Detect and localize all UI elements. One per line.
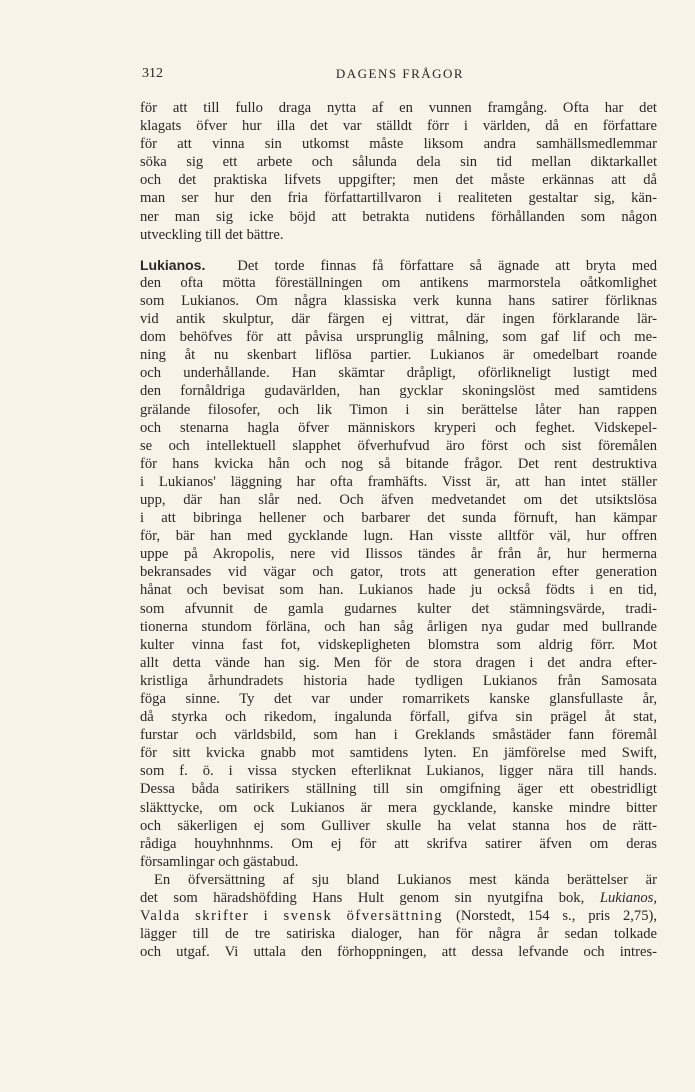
paragraph-translation bbox=[140, 871, 657, 961]
text-line: grälande filosofer, och lik Timon i sin berättelse låter han rappen bbox=[140, 401, 657, 418]
paragraph-lukianos bbox=[140, 256, 657, 871]
text-line: som afvunnit de gamla gudarnes kulter det stämningsvärde, tradi- bbox=[140, 600, 657, 617]
text-line: allt detta vände han sig. Men för de stora dragen i det andra efter- bbox=[140, 654, 657, 671]
text-line: utveckling till det bättre. bbox=[140, 226, 284, 243]
text-line: för hans kvicka hån och nog så bitande frågor. Det rent destruktiva bbox=[140, 455, 657, 472]
text-line: för sitt kvicka gnabb mot samtidens lyten. En jämförelse med Swift, bbox=[140, 745, 657, 762]
text-line: den ofta mötta föreställningen om antikens marmorstela oåtkomlighet bbox=[140, 274, 657, 291]
text-line: rådiga houyhnhnms. Om ej för att skrifva satirer äfven om deras bbox=[140, 835, 657, 852]
running-title: DAGENS FRÅGOR bbox=[335, 66, 465, 81]
text-line: och det praktiska lifvets uppgifter; men det måste erkännas att då bbox=[140, 172, 657, 189]
text-line: föga sinne. Ty det var under romarrikets kanske glansfullaste år, bbox=[140, 691, 657, 707]
text-line: som f. ö. i vissa stycken efterliknat Lukianos, ligger nära till hands. bbox=[140, 763, 657, 780]
text-line: och utgaf. Vi uttala den förhoppningen, att dessa lefvande och intres- bbox=[140, 944, 657, 961]
text-line: i att bibringa hellener och barbarer det sunda förnuft, han kämpar bbox=[140, 510, 657, 527]
page-number: 312 bbox=[142, 66, 163, 81]
text-line: den fornåldriga gudavärlden, han gycklar skoningslöst med samtidens bbox=[140, 383, 657, 400]
text-line-part: (Norstedt, 154 s., pris 2,75), bbox=[455, 908, 658, 925]
text-line: bekransades vid vägar och gator, trots att generation efter generation bbox=[140, 564, 657, 581]
text-line-part: det som häradshöfding Hans Hult genom sin nyutgifna bok, bbox=[140, 890, 585, 907]
text-line: ner man sig icke böjd att betrakta nutidens förhållanden som någon bbox=[140, 208, 657, 225]
text-line: hånat och bevisat som han. Lukianos hade ju också födts i en tid, bbox=[140, 582, 657, 599]
text-line: uppe på Akropolis, nere vid Ilissos tändes år från år, hur hermerna bbox=[140, 546, 657, 563]
text-line: vid antik skulptur, där färgen ej vittrat, där ingen förklarande lär- bbox=[140, 311, 657, 328]
text-line: och underhållande. Han skämtar dråpligt, oförlikneligt lustigt med bbox=[140, 365, 657, 382]
text-line: för, bär han med gycklande lugn. Han visste alltför väl, hur offren bbox=[140, 528, 657, 545]
text-line: söka sig ett arbete och sålunda dela sin tid mellan diktarkallet bbox=[140, 154, 657, 171]
text-line: i Lukianos' läggning har ofta framhäfts. Visst är, att han intet ställer bbox=[140, 473, 657, 490]
text-line bbox=[140, 889, 657, 907]
text-line: man ser hur den fria författartillvaron i realiteten gestaltar sig, kän- bbox=[140, 190, 657, 207]
book-subtitle: Valda skrifter i svensk öfversättning bbox=[140, 908, 444, 925]
text-line: för att till fullo draga nytta af en vunnen framgång. Ofta har det bbox=[140, 100, 657, 116]
text-line: kulter vinna fast fot, vidskepligheten blomstra som aldrig förr. Mot bbox=[140, 636, 657, 653]
text-line-rest: Det torde finnas få författare så ägnade att bryta med bbox=[237, 257, 658, 274]
text-line: släkttycke, om ock Lukianos är mera gycklande, kanske mindre bitter bbox=[140, 799, 657, 816]
text-line: kristliga århundradets historia hade tydligen Lukianos från Samosata bbox=[140, 672, 657, 689]
text-line: klagats öfver hur illa det var ställdt förr i världen, då en författare bbox=[140, 118, 657, 135]
text-line: ning åt nu skenbart liflösa partier. Lukianos är omedelbart roande bbox=[140, 347, 657, 364]
text-line bbox=[140, 907, 657, 925]
text-line: och säkerligen ej som Gulliver skulle ha velat stanna hos de rätt- bbox=[140, 817, 657, 834]
text-line: som Lukianos. Om några klassiska verk kunna hans satirer förliknas bbox=[140, 292, 657, 309]
paragraph-lines bbox=[140, 274, 657, 871]
text-line: Dessa båda satirikers ställning till sin omgifning äger ett obestridligt bbox=[140, 781, 657, 798]
text-line bbox=[140, 256, 657, 274]
text-line: lägger till de tre satiriska dialoger, han för några år sedan tolkade bbox=[140, 926, 657, 943]
text-line: tionerna stundom förläna, och han såg årligen nya gudar med bullrande bbox=[140, 618, 657, 635]
text-line: för att vinna sin utkomst måste liksom andra samhällsmedlemmar bbox=[140, 136, 657, 153]
text-line: då styrka och rikedom, ingalunda förfall, gifva sin prägel åt stat, bbox=[140, 709, 657, 726]
text-line: församlingar och gästabud. bbox=[140, 853, 299, 870]
page-body bbox=[140, 99, 657, 961]
text-line: furstar och världsbild, som han i Greklands småstäder fann föremål bbox=[140, 727, 657, 744]
text-line: En öfversättning af sju bland Lukianos mest kända berättelser är bbox=[154, 871, 657, 888]
section-lead-heading: Lukianos. bbox=[140, 256, 206, 273]
text-line: dom behöfves för att påvisa ursprunglig målning, som gaf lif och me- bbox=[140, 329, 657, 346]
text-line: och stenarna hagla öfver människors kryperi och feghet. Vidskepel- bbox=[140, 419, 657, 436]
paragraph-intro bbox=[140, 99, 657, 244]
text-line: se och intellektuell slapphet öfverhufvud äro först och sist föremålen bbox=[140, 437, 657, 454]
page-header bbox=[142, 66, 658, 86]
text-line: upp, där han slår ned. Och äfven medvetandet om det utsiktslösa bbox=[140, 491, 657, 508]
book-title: Lukianos, bbox=[599, 890, 657, 907]
